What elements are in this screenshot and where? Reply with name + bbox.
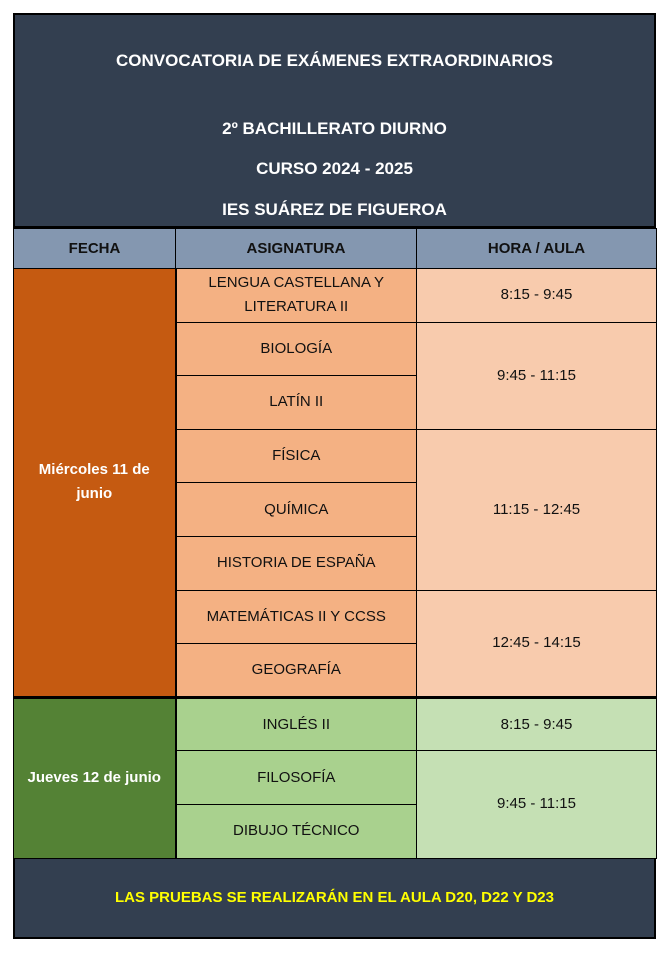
footer-notice: LAS PRUEBAS SE REALIZARÁN EN EL AULA D20, D22 Y D23 — [13, 859, 656, 939]
subject-cell: QUÍMICA — [176, 483, 417, 537]
table-row — [14, 269, 657, 323]
time-cell: 11:15 - 12:45 — [417, 429, 657, 590]
subject-cell: DIBUJO TÉCNICO — [176, 804, 417, 858]
subject-cell: FÍSICA — [176, 429, 417, 483]
subject-cell: HISTORIA DE ESPAÑA — [176, 536, 417, 590]
column-header-date: FECHA — [14, 229, 176, 269]
column-header-row — [14, 229, 657, 269]
exam-schedule-sheet — [13, 13, 656, 939]
time-cell: 9:45 - 11:15 — [417, 322, 657, 429]
header-title: CONVOCATORIA DE EXÁMENES EXTRAORDINARIOS — [115, 51, 553, 70]
subject-cell: INGLÉS II — [176, 697, 417, 751]
date-cell-day2: Jueves 12 de junio — [14, 697, 176, 858]
column-header-time: HORA / AULA — [417, 229, 657, 269]
time-cell: 9:45 - 11:15 — [417, 751, 657, 858]
column-header-subject: ASIGNATURA — [176, 229, 417, 269]
time-cell: 8:15 - 9:45 — [417, 269, 657, 323]
subject-cell: FILOSOFÍA — [176, 751, 417, 805]
header-school: IES SUÁREZ DE FIGUEROA — [222, 200, 447, 219]
subject-cell: LATÍN II — [176, 376, 417, 430]
schedule-table — [13, 228, 657, 859]
time-cell: 12:45 - 14:15 — [417, 590, 657, 697]
date-cell-day1: Miércoles 11 de junio — [14, 269, 176, 698]
header-level: 2º BACHILLERATO DIURNO — [222, 119, 447, 138]
subject-cell: LENGUA CASTELLANA Y LITERATURA II — [176, 269, 417, 323]
time-cell: 8:15 - 9:45 — [417, 697, 657, 751]
subject-cell: MATEMÁTICAS II Y CCSS — [176, 590, 417, 644]
subject-cell: GEOGRAFÍA — [176, 644, 417, 698]
subject-cell: BIOLOGÍA — [176, 322, 417, 376]
table-row — [14, 697, 657, 751]
header-year: CURSO 2024 - 2025 — [256, 159, 413, 178]
schedule-header — [13, 13, 656, 228]
